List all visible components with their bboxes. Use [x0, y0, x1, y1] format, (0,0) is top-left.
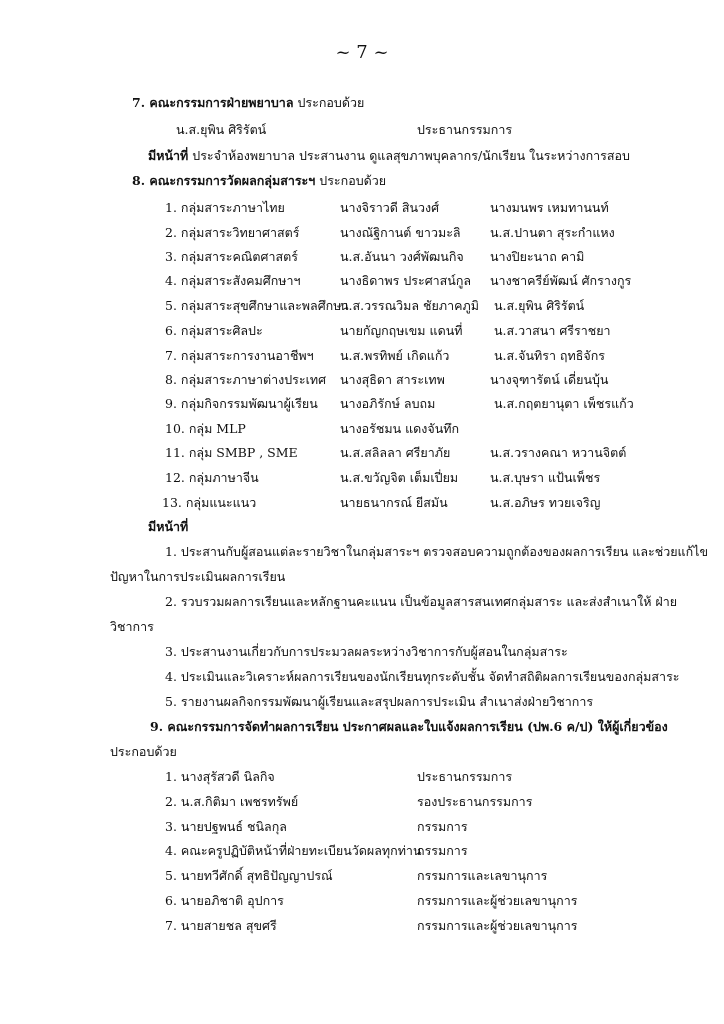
group-member-1: นายธนากรณ์ ยีสมัน — [340, 495, 448, 510]
group-member-2: นางปิยะนาถ คามิ — [490, 249, 585, 264]
section-7-title-rest: ประกอบด้วย — [293, 95, 365, 110]
member-role: กรรมการและผู้ช่วยเลขานุการ — [417, 918, 578, 933]
member-role: กรรมการ — [417, 843, 468, 858]
group-name: 11. กลุ่ม SMBP , SME — [165, 445, 298, 460]
section-7-member-name: น.ส.ยุพิน ศิริรัตน์ — [176, 122, 267, 137]
duty-4: 4. ประเมินและวิเคราะห์ผลการเรียนของนักเรียนทุกระดับชั้น จัดทำสถิติผลการเรียนของกลุ่มสาระ — [165, 669, 680, 684]
section-9-title: 9. คณะกรรมการจัดทำผลการเรียน ประกาศผลและใบแจ้งผลการเรียน (ปพ.6 ค/ป) ให้ผู้เกี่ยวข้อง — [150, 719, 668, 734]
group-name: 1. กลุ่มสาระภาษาไทย — [165, 200, 285, 215]
section-8-duty-label: มีหน้าที่ — [148, 519, 189, 534]
group-member-2: นางมนพร เหมทานนท์ — [490, 200, 609, 215]
duty-1-line-2: ปัญหาในการประเมินผลการเรียน — [110, 569, 286, 584]
group-member-2: น.ส.วรางคณา หวานจิตต์ — [490, 445, 627, 460]
group-member-1: นางสุธิดา สาระเทพ — [340, 372, 445, 387]
duty-5: 5. รายงานผลกิจกรรมพัฒนาผู้เรียนและสรุปผลการประเมิน สำเนาส่งฝ่ายวิชาการ — [165, 694, 594, 709]
section-7-heading — [132, 95, 364, 111]
group-member-1: นายกัญกฤษเขม แดนที่ — [340, 323, 463, 338]
section-7-duty-label: มีหน้าที่ — [148, 148, 189, 163]
section-8-heading — [132, 173, 386, 189]
section-8-title: 8. คณะกรรมการวัดผลกลุ่มสาระฯ — [132, 173, 316, 188]
section-8-title-rest: ประกอบด้วย — [315, 173, 387, 188]
member-name: 6. นายอภิชาติ อุปการ — [165, 893, 284, 908]
group-name: 13. กลุ่มแนะแนว — [162, 495, 257, 510]
member-name: 1. นางสุรัสวดี นิลกิจ — [165, 769, 275, 784]
group-name: 3. กลุ่มสาระคณิตศาสตร์ — [165, 249, 298, 264]
group-member-2: นางจุฑารัตน์ เดี่ยนบุ้น — [490, 372, 609, 387]
group-member-1: นางธิดาพร ประศาสน์กูล — [340, 273, 472, 288]
group-name: 4. กลุ่มสาระสังคมศึกษาฯ — [165, 273, 301, 288]
group-member-1: น.ส.พรทิพย์ เกิดแก้ว — [340, 348, 450, 363]
duty-2-line-2: วิชาการ — [110, 619, 154, 634]
group-member-2: น.ส.บุษรา แป้นเพ็ชร — [490, 470, 601, 485]
member-role: กรรมการและผู้ช่วยเลขานุการ — [417, 893, 578, 908]
group-name: 5. กลุ่มสาระสุขศึกษาและพลศึกษา — [165, 298, 349, 313]
group-member-1: น.ส.อันนา วงศ์พัฒนกิจ — [340, 249, 464, 264]
member-name: 7. นายสายชล สุขศรี — [165, 918, 277, 933]
group-member-1: น.ส.วรรณวิมล ชัยภาคภูมิ — [340, 298, 479, 313]
member-role: กรรมการและเลขานุการ — [417, 868, 548, 883]
group-member-1: น.ส.ขวัญจิต เต็มเปี่ยม — [340, 470, 459, 485]
member-name: 3. นายปฐพนธ์ ชนิลกุล — [165, 819, 287, 834]
section-7-title: 7. คณะกรรมการฝ่ายพยาบาล — [132, 95, 294, 110]
section-9-title-continued: ประกอบด้วย — [110, 744, 177, 759]
group-member-1: นางจิราวดี สินวงศ์ — [340, 200, 440, 215]
member-role: ประธานกรรมการ — [417, 769, 513, 784]
duty-1-line-1: 1. ประสานกับผู้สอนแต่ละรายวิชาในกลุ่มสาระฯ ตรวจสอบความถูกต้องของผลการเรียน และช่วยแก้ไข — [165, 544, 709, 559]
group-name: 6. กลุ่มสาระศิลปะ — [165, 323, 263, 338]
group-member-2: นางชาครีย์พัฒน์ ศักรางกูร — [490, 273, 632, 288]
group-name: 10. กลุ่ม MLP — [165, 421, 246, 436]
group-member-2: น.ส.อภิษร ทวยเจริญ — [490, 495, 601, 510]
group-member-1: น.ส.สลิลลา ศรียาภัย — [340, 445, 451, 460]
member-name: 4. คณะครูปฏิบัติหน้าที่ฝ่ายทะเบียนวัดผลทุกท่าน — [165, 843, 422, 858]
group-member-1: นางอภิรักษ์ ลบถม — [340, 396, 436, 411]
member-name: 5. นายทวีศักดิ์ สุทธิปัญญาปรณ์ — [165, 868, 333, 883]
group-member-1: นางอรัชมน แดงจันทึก — [340, 421, 460, 436]
member-role: รองประธานกรรมการ — [417, 794, 533, 809]
group-member-2: น.ส.ปานตา สุระกำแหง — [490, 225, 615, 240]
group-name: 2. กลุ่มสาระวิทยาศาสตร์ — [165, 225, 300, 240]
group-name: 9. กลุ่มกิจกรรมพัฒนาผู้เรียน — [165, 396, 318, 411]
duty-3: 3. ประสานงานเกี่ยวกับการประมวลผลระหว่างวิชาการกับผู้สอนในกลุ่มสาระ — [165, 644, 568, 659]
duty-2-line-1: 2. รวบรวมผลการเรียนและหลักฐานคะแนน เป็นข้อมูลสารสนเทศกลุ่มสาระ และส่งสำเนาให้ ฝ่าย — [165, 594, 678, 609]
section-7-member-role: ประธานกรรมการ — [417, 122, 513, 137]
group-name: 7. กลุ่มสาระการงานอาชีพฯ — [165, 348, 314, 363]
page-number: ~ 7 ~ — [335, 42, 389, 63]
section-7-duty-text: ประจำห้องพยาบาล ประสานงาน ดูแลสุขภาพบุคลากร/นักเรียน ในระหว่างการสอบ — [188, 148, 630, 163]
group-member-2: น.ส.ยุพิน ศิริรัตน์ — [494, 298, 585, 313]
group-member-1: นางณัฐิกานต์ ขาวมะลิ — [340, 225, 461, 240]
group-member-2: น.ส.วาสนา ศรีราชยา — [494, 323, 611, 338]
section-7-duty — [148, 148, 630, 164]
group-member-2: น.ส.จันทิรา ฤทธิจักร — [494, 348, 605, 363]
member-role: กรรมการ — [417, 819, 468, 834]
group-name: 8. กลุ่มสาระภาษาต่างประเทศ — [165, 372, 327, 387]
group-member-2: น.ส.กฤตยานุตา เพ็ชรแก้ว — [494, 396, 634, 411]
member-name: 2. น.ส.กิติมา เพชรทรัพย์ — [165, 794, 299, 809]
group-name: 12. กลุ่มภาษาจีน — [165, 470, 259, 485]
